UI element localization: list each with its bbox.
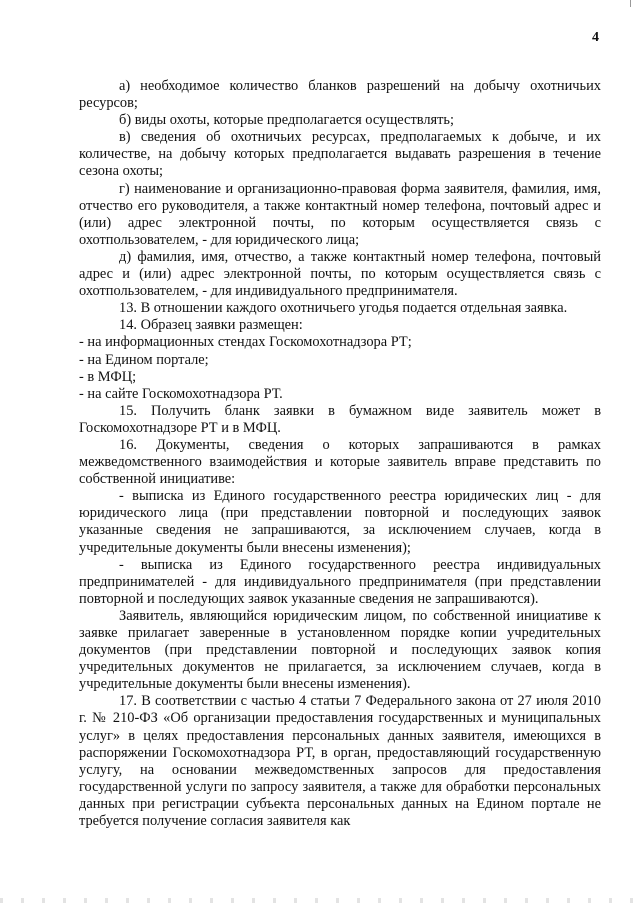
list-item: - на сайте Госкомохотнадзора РТ. [79,385,283,402]
paragraph: 17. В соответствии с частью 4 статьи 7 Федерального закона от 27 июля 2010 г. № 210-ФЗ «Об организации предоставления государственных и муниципальных услуг» в целях предоставления персональных данных заявителя, имеющихся в распоряжении Госкомохотнадзора РТ, в орган, предоставляющий государственную услугу, на основании межведомственных запросов для предоставления государственной услуги по запросу заявителя, а также для обработки персональных данных при регистрации субъекта персональных данных на Едином портале не требуется получение согласия заявителя как [79,693,601,830]
paragraph: г) наименование и организационно-правовая форма заявителя, фамилия, имя, отчество его руководителя, а также контактный номер телефона, почтовый адрес и (или) адрес электронной почты, по которым осуществляется связь с охотпользователем, - для юридического лица; [79,180,601,248]
scan-corner-mark [630,0,631,7]
paragraph: 13. В отношении каждого охотничьего угодья подается отдельная заявка. [119,300,568,317]
document-body [79,78,601,830]
paragraph: Заявитель, являющийся юридическим лицом, по собственной инициативе к заявке прилагает заверенные в установленном порядке копии учредительных документов (при представлении повторной и последующих заявок копия учредительных документов не прилагается, за исключением случаев, когда в учредительные документы были внесены изменения). [79,607,601,693]
paragraph: - выписка из Единого государственного реестра индивидуальных предпринимателей - для индивидуального предпринимателя (при представлении повторной и последующих заявок указанные сведения не запрашиваются). [79,556,601,607]
list-item: - на Едином портале; [79,351,209,368]
paragraph: а) необходимое количество бланков разрешений на добычу охотничьих ресурсов; [79,78,601,112]
paragraph: 14. Образец заявки размещен: [119,317,303,334]
list-item: - в МФЦ; [79,368,137,385]
paragraph: 16. Документы, сведения о которых запрашиваются в рамках межведомственного взаимодействия и которые заявитель вправе представить по собственной инициативе: [79,436,601,488]
paragraph: д) фамилия, имя, отчество, а также контактный номер телефона, почтовый адрес и (или) адрес электронной почты, по которым осуществляется связь с охотпользователем, - для индивидуального предпринимателя. [79,248,601,300]
scan-edge-artifact [0,898,639,903]
paragraph: - выписка из Единого государственного реестра юридических лиц - для юридического лица (при представлении повторной и последующих заявок указанные сведения не запрашиваются, за исключением случаев, когда в учредительные документы были внесены изменения); [79,488,601,556]
list-item: - на информационных стендах Госкомохотнадзора РТ; [79,334,412,351]
paragraph: б) виды охоты, которые предполагается осуществлять; [119,112,454,129]
paragraph: в) сведения об охотничьих ресурсах, предполагаемых к добыче, и их количестве, на добычу которых предполагается выдавать разрешения в течение сезона охоты; [79,129,601,180]
page-number: 4 [592,30,599,45]
paragraph: 15. Получить бланк заявки в бумажном виде заявитель может в Госкомохотнадзоре РТ и в МФЦ. [79,402,601,436]
